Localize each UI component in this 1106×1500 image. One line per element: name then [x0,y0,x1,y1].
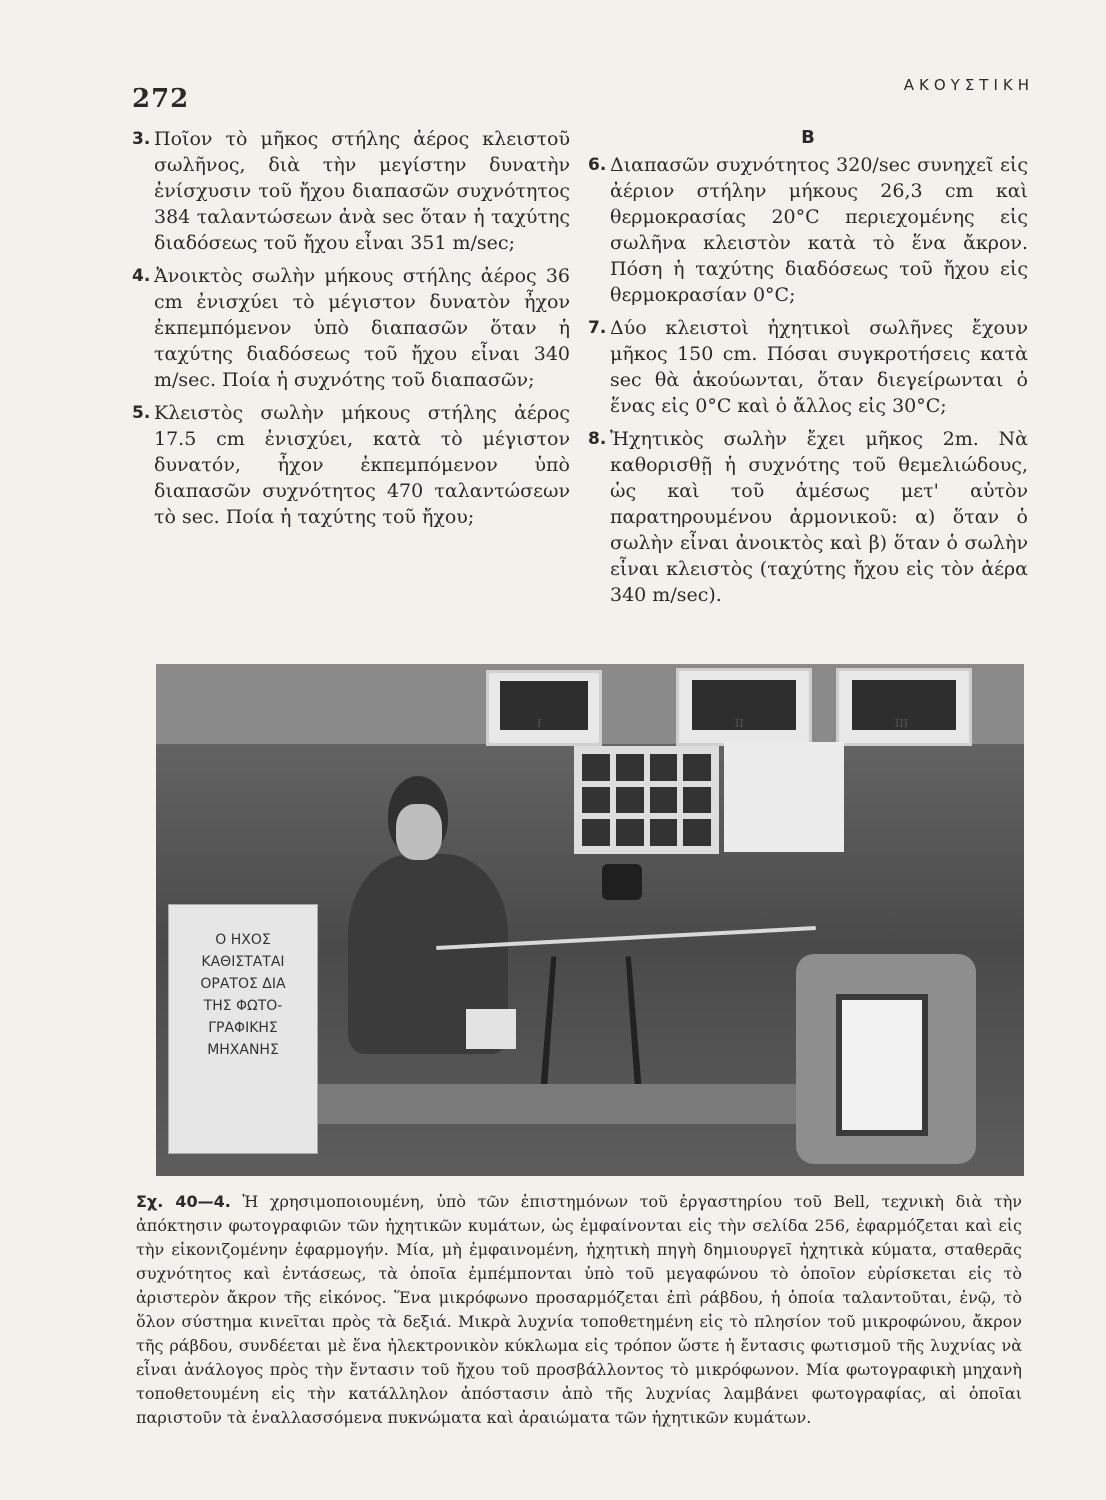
small-box [466,1009,516,1049]
problem-text: Ἀνοικτὸς σωλὴν μήκους στήλης ἀέρος 36 cm ἐνισχύει τὸ μέγιστον δυνατὸν ἦχον ἐκπεμπόμενον ὑπὸ διαπασῶν ὅταν ἡ ταχύτης διαδόσεως τοῦ ἤχου εἶναι 340 m/sec. Ποία ἡ συχνότης τοῦ διαπασῶν; [154,265,570,391]
problem-3 [132,126,570,256]
sign-line: ΚΑΘΙΣΤΑΤΑΙ [201,954,285,970]
camera-icon [602,864,642,900]
problem-number: 7. [588,318,607,338]
running-head: ΑΚΟΥΣΤΙΚΗ [903,76,1034,94]
case-screen [836,994,928,1136]
page-number: 272 [132,84,190,114]
problem-text: Διαπασῶν συχνότητος 320/sec συνηχεῖ εἰς ἀέριον στήλην μήκους 26,3 cm καὶ θερμοκρασίας 20°C περιεχομένης εἰς σωλῆνα κλειστὸν κατὰ τὸ ἕνα ἄκρον. Πόση ἡ ταχύτης διαδόσεως τοῦ ἤχου εἰς θερμοκρασίαν 0°C; [610,154,1028,306]
problem-7 [588,315,1028,419]
left-column [132,126,570,537]
problem-number: 4. [132,266,151,286]
right-column [588,126,1028,615]
frame-label: I [537,717,542,730]
problem-8 [588,426,1028,608]
problem-text: Κλειστὸς σωλὴν μήκους στήλης ἀέρος 17.5 cm ἐνισχύει, κατὰ τὸ μέγιστον δυνατόν, ἦχον ἐκπεμπόμενον ὑπὸ διαπασῶν συχνότητος 470 ταλαντώσεων τὸ sec. Ποία ἡ ταχύτης τοῦ ἤχου; [154,402,570,528]
exhibit-sign [168,904,318,1154]
problem-text: Ποῖον τὸ μῆκος στήλης ἀέρος κλειστοῦ σωλῆνος, διὰ τὴν μεγίστην δυνατὴν ἐνίσχυσιν τοῦ ἤχου διαπασῶν συχνότητος 384 ταλαντώσεων ἀνὰ sec ὅταν ἡ ταχύτης διαδόσεως τοῦ ἤχου εἶναι 351 m/sec; [154,128,570,254]
problem-number: 8. [588,429,607,449]
speaker-case [796,954,976,1164]
camera-rig [539,957,642,1100]
problem-number: 5. [132,403,151,423]
caption-text: Ἡ χρησιμοποιουμένη, ὑπὸ τῶν ἐπιστημόνων τοῦ ἐργαστηρίου τοῦ Bell, τεχνικὴ διὰ τὴν ἀπόκτησιν φωτογραφιῶν τῶν ἠχητικῶν κυμάτων, ὡς ἐμφαίνονται εἰς τὴν σελίδα 256, ἐφαρμόζεται καὶ εἰς τὴν εἰκονιζομένην ἐφαρμογήν. Μία, μὴ ἐμφαινομένη, ἠχητικὴ πηγὴ δημιουργεῖ ἠχητικὰ κύματα, σταθερᾶς συχνότητος καὶ ἐντάσεως, τὰ ὁποῖα ἐμπέμπονται ὑπὸ τοῦ μεγαφώνου τὸ ὁποῖον εὑρίσκεται εἰς τὸ ἀριστερὸν ἄκρον τῆς εἰκόνος. Ἕνα μικρόφωνο προσαρμόζεται ἐπὶ ράβδου, ἡ ὁποία ταλαντοῦται, ἐνῷ, τὸ ὅλον σύστημα κινεῖται πρὸς τὰ δεξιά. Μικρὰ λυχνία τοποθετημένη εἰς τὸ πλησίον τοῦ μικροφώνου, ἄκρον τῆς ράβδου, συνδέεται μὲ ἕνα ἠλεκτρονικὸν κύκλωμα εἰς τρόπον ὥστε ἡ ἔντασις φωτισμοῦ τῆς λυχνίας νὰ εἶναι ἀνάλογος πρὸς τὴν ἔντασιν τοῦ ἤχου τοῦ προσβάλλοντος τὸ μικρόφωνον. Μία φωτογραφικὴ μηχανὴ τοποθετουμένη εἰς τὴν κατάλληλον ἀπόστασιν ἀπὸ τῆς λυχνίας λαμβάνει φωτογραφίας, αἱ ὁποῖαι παριστοῦν τὰ ἐναλλασσόμενα πυκνώματα καὶ ἀραιώματα τῶν ἠχητικῶν κυμάτων. [136,1192,1023,1427]
sign-line: Ο ΗΧΟΣ [215,932,271,948]
frame-label: II [735,717,744,730]
table [306,1084,836,1124]
problem-number: 3. [132,129,151,149]
section-letter: Β [801,127,815,148]
sign-line: ΤΗΣ ΦΩΤΟ- [203,998,283,1014]
person-face [396,804,442,860]
wall-frame-2 [676,668,812,746]
sign-line: ΓΡΑΦΙΚΗΣ [208,1020,278,1036]
problem-5 [132,400,570,530]
figure-caption [136,1190,1022,1430]
photo-grid-board [574,746,719,854]
sign-line: ΜΗΧΑΝΗΣ [207,1042,279,1058]
problem-number: 6. [588,155,607,175]
caption-label: Σχ. 40—4. [136,1192,231,1211]
sign-line: ΟΡΑΤΟΣ ΔΙΑ [200,976,286,992]
frame-label: III [895,717,909,730]
wall-frame-1 [486,670,602,746]
problem-text: Δύο κλειστοὶ ἠχητικοὶ σωλῆνες ἔχουν μῆκος 150 cm. Πόσαι συγκροτήσεις κατὰ sec θὰ ἀκούωνται, ὅταν διεγείρωνται ὁ ἕνας εἰς 0°C καὶ ὁ ἄλλος εἰς 30°C; [610,317,1028,417]
frame-picture [692,680,796,730]
problem-text: Ἠχητικὸς σωλὴν ἔχει μῆκος 2m. Νὰ καθορισθῇ ἡ συχνότης τοῦ θεμελιώδους, ὡς καὶ τοῦ ἀμέσως μετ' αὐτὸν παρατηρουμένου ἁρμονικοῦ: α) ὅταν ὁ σωλὴν εἶναι ἀνοικτὸς καὶ β) ὅταν ὁ σωλὴν εἶναι κλειστὸς (ταχύτης ἤχου εἰς τὸν ἀέρα 340 m/sec). [610,428,1028,606]
problem-4 [132,263,570,393]
problem-6 [588,152,1028,308]
figure-photo [156,664,1024,1176]
wall-frame-3 [836,668,972,746]
frame-picture [500,681,588,730]
white-panel [724,742,844,852]
